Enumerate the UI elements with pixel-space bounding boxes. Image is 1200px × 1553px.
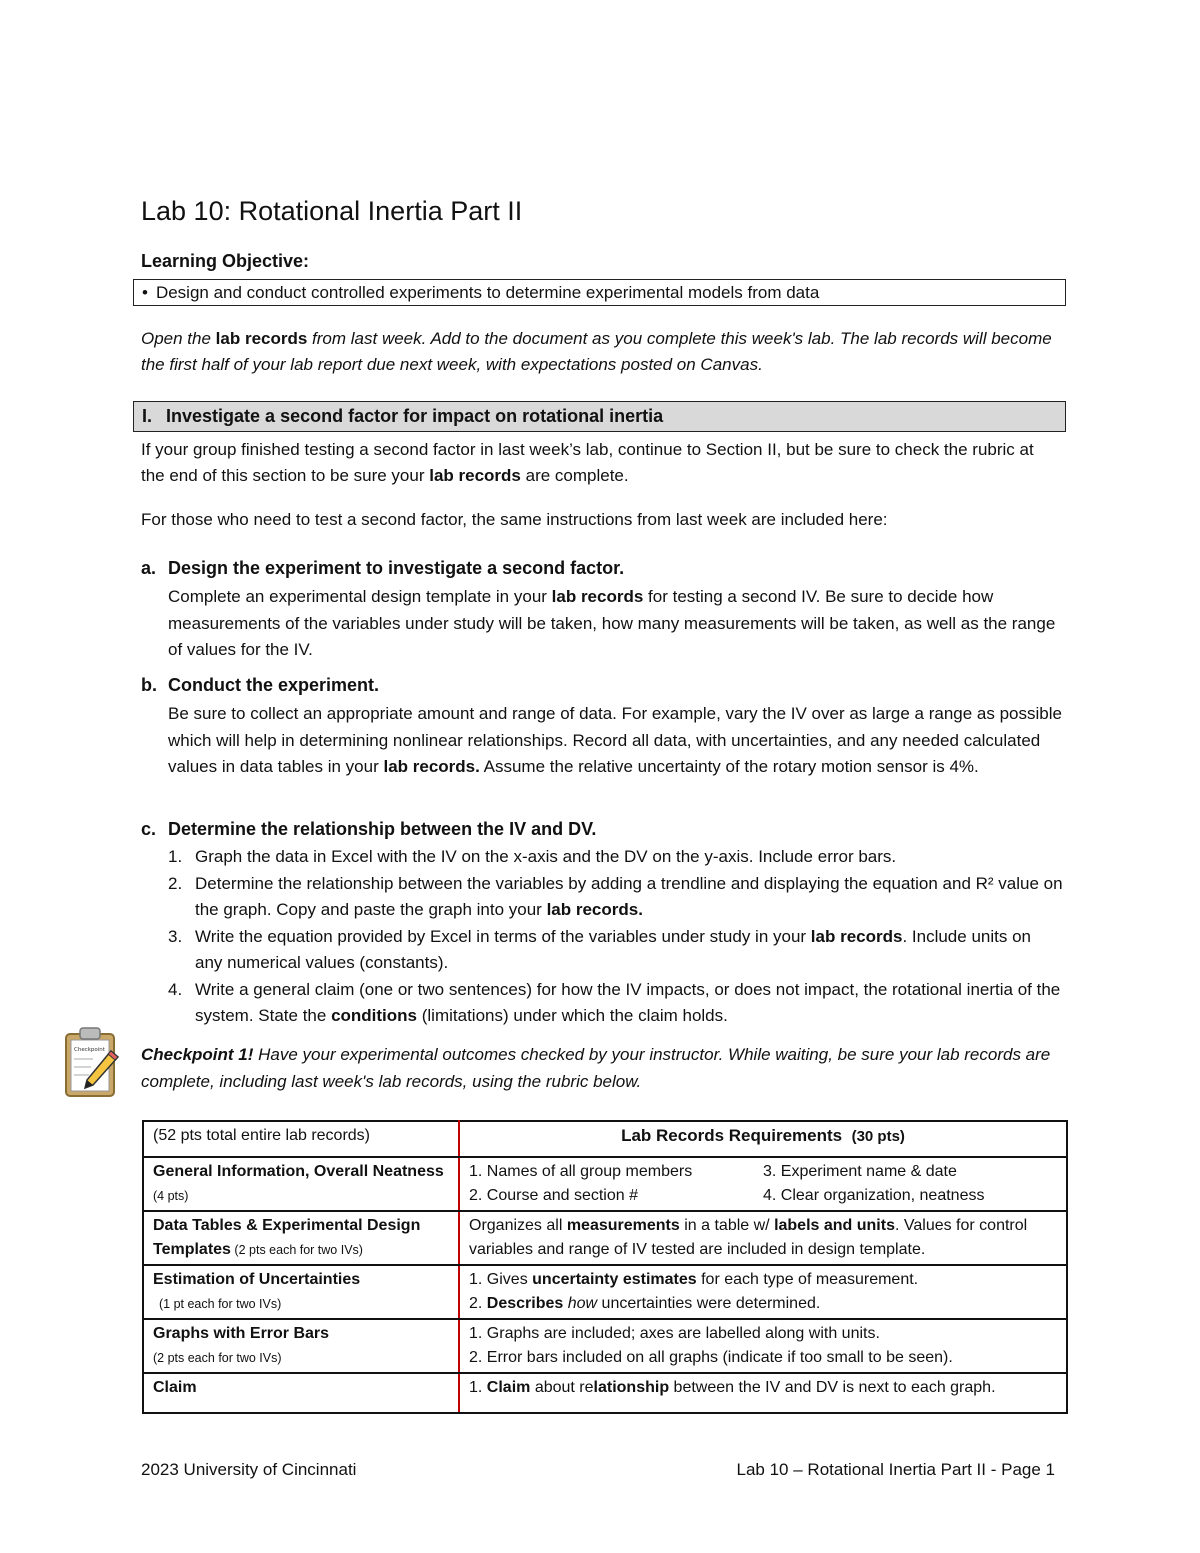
subsection-c-heading	[141, 819, 596, 840]
body-text: Complete an experimental design template in your	[168, 587, 552, 606]
table-cell	[459, 1211, 1067, 1265]
bullet-icon: •	[142, 283, 148, 302]
requirement-item: 1. Graphs are included; axes are labelled along with units.	[469, 1325, 880, 1342]
footer-left: 2023 University of Cincinnati	[141, 1460, 357, 1479]
table-cell	[459, 1373, 1067, 1413]
rubric-table	[142, 1120, 1068, 1414]
subsection-b-heading	[141, 675, 379, 696]
learning-objective-heading: Learning Objective:	[141, 251, 310, 271]
list-bold: lab records.	[546, 900, 643, 919]
table-row	[143, 1121, 1067, 1157]
intro-text-2: from last week. Add to the document as you complete this week's lab. The lab records will become the first half of your lab report due next week, with expectations posted on Canvas.	[141, 329, 1052, 374]
cell-bold: uncertainty estimates	[532, 1271, 697, 1288]
requirement-item: 3. Experiment name & date	[763, 1163, 957, 1180]
list-item	[168, 977, 1063, 1030]
paragraph-bold: lab records	[429, 466, 521, 485]
section-number: I.	[142, 406, 153, 426]
learning-objective-box	[133, 279, 1066, 306]
subsection-label: a.	[141, 558, 157, 578]
row-label: Data Tables & Experimental Design Templates	[153, 1217, 421, 1258]
subsection-a-body	[168, 584, 1063, 664]
cell-bold: labels and units	[774, 1217, 895, 1234]
intro-text: Open the	[141, 329, 216, 348]
subsection-title: Design the experiment to investigate a second factor.	[168, 558, 625, 578]
checkpoint-clipboard-icon	[63, 1025, 121, 1099]
cell-text: between the IV and DV is next to each graph.	[669, 1379, 996, 1396]
cell-bold: Claim	[486, 1379, 531, 1396]
table-cell	[143, 1211, 459, 1265]
subsection-a-heading	[141, 558, 624, 579]
row-points: (2 pts each for two IVs)	[153, 1351, 282, 1365]
list-number: 3.	[168, 926, 183, 946]
list-item	[168, 844, 1063, 871]
body-text-2: for testing a second IV. Be sure to decide how measurements of the variables under study will be taken, how many measurements will be taken, as well as the range of values for the IV.	[168, 587, 1056, 659]
cell-text: 1. Gives	[469, 1271, 533, 1288]
section-heading	[133, 401, 1066, 432]
cell-bold: measurements	[566, 1217, 680, 1234]
subsection-label: b.	[141, 675, 157, 695]
requirement-item: 4. Clear organization, neatness	[763, 1187, 985, 1204]
list-bold: lab records	[810, 926, 903, 946]
page-title: Lab 10: Rotational Inertia Part II	[141, 196, 523, 226]
cell-bold: Describes	[486, 1295, 564, 1312]
checkpoint-text: Have your experimental outcomes checked by your instructor. While waiting, be sure your lab records are complete, including last week's lab records, using the rubric below.	[141, 1045, 1051, 1091]
paragraph-text-2: are complete.	[520, 466, 629, 485]
table-cell	[143, 1373, 459, 1413]
row-points: (4 pts)	[153, 1189, 189, 1203]
body-text-2: Assume the relative uncertainty of the rotary motion sensor is 4%.	[479, 757, 979, 776]
list-text: Graph the data in Excel with the IV on the x-axis and the DV on the y-axis. Include error bars.	[195, 847, 897, 866]
cell-text: . Values for control variables and range of IV tested are included in design template.	[469, 1217, 1028, 1258]
row-label: Estimation of Uncertainties	[153, 1271, 361, 1288]
rubric-total-cell: (52 pts total entire lab records)	[143, 1121, 459, 1157]
requirement-item: 1. Names of all group members	[469, 1163, 693, 1180]
body-text: Be sure to collect an appropriate amount and range of data. For example, vary the IV over as large a range as possible which will help in determining nonlinear relationships. Record all data, with uncertainties, and any needed calculated values in data tables in your	[168, 704, 1062, 776]
table-row	[143, 1157, 1067, 1211]
checkpoint-label: Checkpoint 1!	[141, 1045, 254, 1064]
paragraph-text: If your group finished testing a second factor in last week’s lab, continue to Section II, but be sure to check the rubric at the end of this section to be sure your	[141, 440, 1034, 485]
checkpoint-paragraph	[141, 1042, 1066, 1095]
cell-text: Organizes all	[469, 1217, 567, 1234]
footer-right: Lab 10 – Rotational Inertia Part II - Page 1	[736, 1460, 1055, 1479]
subsection-title: Determine the relationship between the IV and DV.	[168, 819, 597, 839]
row-label: General Information, Overall Neatness	[153, 1163, 444, 1180]
rubric-header-cell	[459, 1121, 1067, 1157]
subsection-label: c.	[141, 819, 157, 839]
table-row	[143, 1211, 1067, 1265]
row-label: Claim	[153, 1379, 197, 1396]
list-bold: conditions	[331, 1006, 418, 1025]
section-paragraph-2: For those who need to test a second factor, the same instructions from last week are included here:	[141, 510, 888, 529]
table-cell	[143, 1265, 459, 1319]
body-bold: lab records	[551, 587, 644, 606]
requirement-item	[469, 1292, 1057, 1316]
table-cell	[459, 1157, 1067, 1211]
cell-text: in a table w/	[679, 1217, 775, 1234]
table-cell	[143, 1157, 459, 1211]
clipboard-label: Checkpoint	[74, 1047, 105, 1053]
table-cell	[459, 1319, 1067, 1373]
table-row	[143, 1373, 1067, 1413]
row-points: (1 pt each for two IVs)	[159, 1297, 282, 1311]
list-item	[168, 871, 1063, 924]
row-label: Graphs with Error Bars	[153, 1325, 330, 1342]
list-item	[168, 924, 1063, 977]
cell-text: 1.	[469, 1379, 487, 1396]
table-row	[143, 1265, 1067, 1319]
cell-text: 2.	[469, 1295, 487, 1312]
intro-bold: lab records	[215, 329, 308, 348]
requirement-item	[469, 1268, 1057, 1292]
list-text-2: (limitations) under which the claim holds.	[417, 1006, 728, 1025]
subsection-b-body	[168, 701, 1063, 781]
subsection-title: Conduct the experiment.	[168, 675, 380, 695]
learning-objective-item: Design and conduct controlled experiments to determine experimental models from data	[155, 283, 820, 302]
list-text: Determine the relationship between the variables by adding a trendline and displaying the equation and R² value on the graph. Copy and paste the graph into your	[195, 873, 1063, 919]
subsection-c-list	[168, 844, 1063, 1030]
row-points: (2 pts each for two IVs)	[230, 1243, 363, 1257]
rubric-header-pts: (30 pts)	[851, 1128, 905, 1145]
list-text-2: . Include units on any numerical values (constants).	[195, 926, 1031, 972]
requirement-item: 2. Course and section #	[469, 1187, 638, 1204]
cell-text: about re	[530, 1379, 594, 1396]
table-cell	[459, 1265, 1067, 1319]
table-row	[143, 1319, 1067, 1373]
list-text: Write the equation provided by Excel in terms of the variables under study in your	[195, 926, 811, 946]
list-number: 2.	[168, 873, 183, 893]
list-number: 1.	[168, 847, 183, 866]
cell-text: for each type of measurement.	[696, 1271, 919, 1288]
table-cell	[143, 1319, 459, 1373]
cell-bold: lationship	[593, 1379, 670, 1396]
list-number: 4.	[168, 979, 183, 999]
body-bold: lab records.	[383, 757, 480, 776]
requirement-item: 2. Error bars included on all graphs (indicate if too small to be seen).	[469, 1349, 953, 1366]
section-paragraph	[141, 437, 1061, 489]
section-title: Investigate a second factor for impact on rotational inertia	[166, 406, 664, 426]
intro-paragraph	[141, 326, 1061, 378]
rubric-header: Lab Records Requirements	[621, 1126, 843, 1145]
cell-text: uncertainties were determined.	[597, 1295, 821, 1312]
list-text: Write a general claim (one or two sentences) for how the IV impacts, or does not impact, the rotational inertia of the system. State the	[195, 979, 1061, 1025]
cell-italic: how	[563, 1295, 598, 1312]
